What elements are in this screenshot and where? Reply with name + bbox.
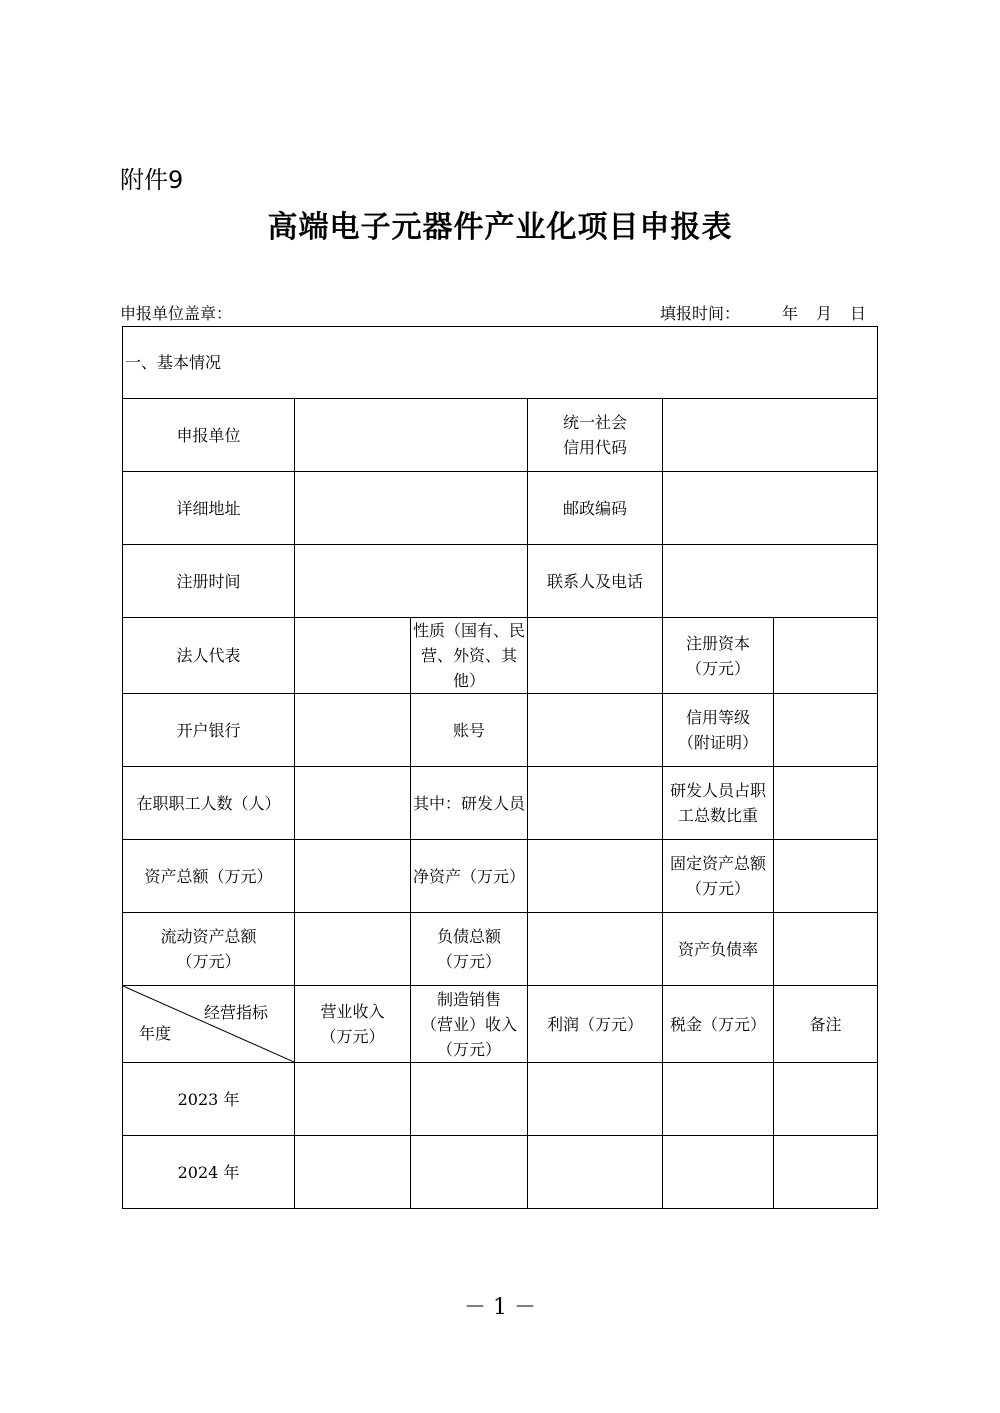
year-label-2024: 2024 年 bbox=[123, 1136, 295, 1209]
field-mfg-sales-2024[interactable] bbox=[411, 1136, 528, 1209]
field-reg-capital[interactable] bbox=[774, 618, 878, 694]
field-remarks-2024[interactable] bbox=[774, 1136, 878, 1209]
field-profit-2023[interactable] bbox=[528, 1063, 663, 1136]
label-liabilities: 负债总额 （万元） bbox=[411, 913, 528, 986]
label-debt-ratio: 资产负债率 bbox=[663, 913, 774, 986]
section-basic-info: 一、基本情况 bbox=[123, 327, 878, 399]
field-rd-ratio[interactable] bbox=[774, 767, 878, 840]
page-number: － 1 － bbox=[464, 1295, 536, 1320]
header-profit: 利润（万元） bbox=[528, 986, 663, 1063]
header-mfg-sales: 制造销售 （营业）收入 （万元） bbox=[411, 986, 528, 1063]
header-indicator: 经营指标 bbox=[203, 1003, 268, 1022]
label-reg-time: 注册时间 bbox=[123, 545, 295, 618]
label-fixed-assets: 固定资产总额 （万元） bbox=[663, 840, 774, 913]
field-tax-2023[interactable] bbox=[663, 1063, 774, 1136]
application-form-table bbox=[122, 326, 878, 1209]
label-applicant: 申报单位 bbox=[123, 399, 295, 472]
field-profit-2024[interactable] bbox=[528, 1136, 663, 1209]
field-account[interactable] bbox=[528, 694, 663, 767]
form-title: 高端电子元器件产业化项目申报表 bbox=[267, 210, 733, 245]
attachment-label: 附件9 bbox=[120, 166, 184, 194]
field-employees[interactable] bbox=[295, 767, 411, 840]
label-nature: 性质（国有、民 营、外资、其他） bbox=[411, 618, 528, 694]
label-total-assets: 资产总额（万元） bbox=[123, 840, 295, 913]
label-bank: 开户银行 bbox=[123, 694, 295, 767]
field-nature[interactable] bbox=[528, 618, 663, 694]
field-credit-code[interactable] bbox=[663, 399, 878, 472]
year-label: 年 bbox=[781, 304, 798, 323]
label-rd-staff: 其中：研发人员 bbox=[411, 767, 528, 840]
field-applicant[interactable] bbox=[295, 399, 528, 472]
field-revenue-2024[interactable] bbox=[295, 1136, 411, 1209]
field-total-assets[interactable] bbox=[295, 840, 411, 913]
label-employees: 在职职工人数（人） bbox=[123, 767, 295, 840]
fill-time bbox=[660, 301, 866, 324]
field-postcode[interactable] bbox=[663, 472, 878, 545]
field-revenue-2023[interactable] bbox=[295, 1063, 411, 1136]
field-debt-ratio[interactable] bbox=[774, 913, 878, 986]
field-current-assets[interactable] bbox=[295, 913, 411, 986]
header-revenue: 营业收入 （万元） bbox=[295, 986, 411, 1063]
table-row bbox=[123, 1136, 878, 1209]
field-legal-rep[interactable] bbox=[295, 618, 411, 694]
field-remarks-2023[interactable] bbox=[774, 1063, 878, 1136]
field-bank[interactable] bbox=[295, 694, 411, 767]
field-contact[interactable] bbox=[663, 545, 878, 618]
table-row bbox=[123, 1063, 878, 1136]
field-address[interactable] bbox=[295, 472, 528, 545]
day-label: 日 bbox=[849, 304, 866, 323]
field-liabilities[interactable] bbox=[528, 913, 663, 986]
field-reg-time[interactable] bbox=[295, 545, 528, 618]
field-tax-2024[interactable] bbox=[663, 1136, 774, 1209]
label-account: 账号 bbox=[411, 694, 528, 767]
header-year: 年度 bbox=[139, 1024, 172, 1043]
label-credit-grade: 信用等级 （附证明） bbox=[663, 694, 774, 767]
field-credit-grade[interactable] bbox=[774, 694, 878, 767]
header-remarks: 备注 bbox=[774, 986, 878, 1063]
month-label: 月 bbox=[815, 304, 832, 323]
field-net-assets[interactable] bbox=[528, 840, 663, 913]
field-mfg-sales-2023[interactable] bbox=[411, 1063, 528, 1136]
label-current-assets: 流动资产总额 （万元） bbox=[123, 913, 295, 986]
label-net-assets: 净资产（万元） bbox=[411, 840, 528, 913]
header-tax: 税金（万元） bbox=[663, 986, 774, 1063]
seal-label: 申报单位盖章： bbox=[120, 304, 233, 323]
diagonal-header-cell bbox=[123, 986, 295, 1063]
label-credit-code: 统一社会 信用代码 bbox=[528, 399, 663, 472]
label-contact: 联系人及电话 bbox=[528, 545, 663, 618]
label-legal-rep: 法人代表 bbox=[123, 618, 295, 694]
label-postcode: 邮政编码 bbox=[528, 472, 663, 545]
label-rd-ratio: 研发人员占职 工总数比重 bbox=[663, 767, 774, 840]
fill-time-label: 填报时间： bbox=[659, 304, 740, 323]
label-reg-capital: 注册资本 （万元） bbox=[663, 618, 774, 694]
field-rd-staff[interactable] bbox=[528, 767, 663, 840]
label-address: 详细地址 bbox=[123, 472, 295, 545]
year-label-2023: 2023 年 bbox=[123, 1063, 295, 1136]
field-fixed-assets[interactable] bbox=[774, 840, 878, 913]
